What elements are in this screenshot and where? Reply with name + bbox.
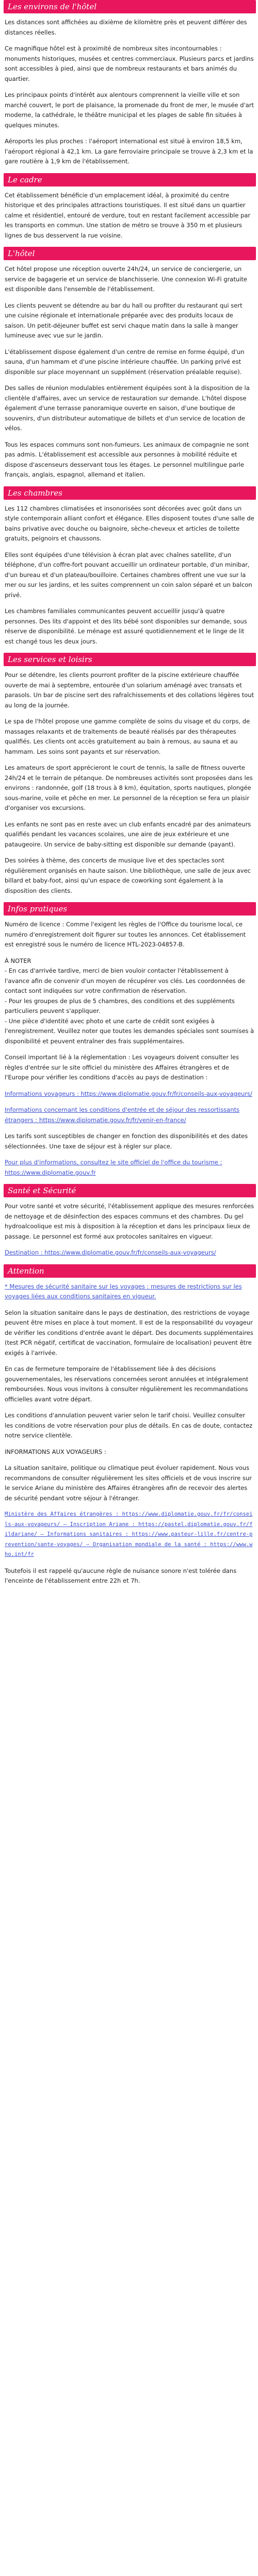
paragraph: Pour se détendre, les clients pourront profiter de la piscine extérieure chauffée ouverte de mai à septembre, entourée d'un solarium aménagé avec transats et parasols. Un bar de piscine sert des rafraîchissements et des collations légères tout au long de la journée. [5, 671, 254, 709]
info-heading: INFORMATIONS AUX VOYAGEURS : [5, 1448, 106, 1455]
section-services [4, 653, 256, 896]
section-body-environs [4, 18, 256, 167]
paragraph: Pour votre santé et votre sécurité, l'établissement applique des mesures renforcées de nettoyage et de désinfection des espaces communs et des chambres. Du gel hydroalcoolique est mis à disposition à la réception et dans les principaux lieux de passage. Le personnel est formé aux protocoles sanitaires en vigueur. [5, 1202, 254, 1240]
paragraph: Cet établissement bénéficie d'un emplacement idéal, à proximité du centre historique et des principales attractions touristiques. Il est situé dans un quartier calme et résidentiel, entouré de verdure, tout en restant facilement accessible par les transports en commun. Une station de métro se trouve à 350 m et plusieurs lignes de bus desservent la rue voisine. [5, 191, 251, 239]
section-environs [4, 0, 256, 167]
notice-item: - Pour les groupes de plus de 5 chambres, des conditions et des suppléments particuliers peuvent s'appliquer. [5, 997, 235, 1014]
section-title-chambres: Les chambres [4, 486, 256, 500]
paragraph: La situation sanitaire, politique ou climatique peut évoluer rapidement. Nous vous recommandons de consulter régulièrement les sites officiels et de vous inscrire sur le service Ariane du ministère des Affaires étrangères afin de recevoir des alertes de sécurité pendant votre séjour à l'étranger. [5, 1464, 252, 1502]
paragraph: Les conditions d'annulation peuvent varier selon le tarif choisi. Veuillez consulter les conditions de votre réservation pour plus de détails. En cas de doute, contactez notre service clientèle. [5, 1412, 253, 1439]
paragraph: Tous les espaces communs sont non-fumeurs. Les animaux de compagnie ne sont pas admis. L'établissement est accessible aux personnes à mobilité réduite et dispose d'ascenseurs desservant tous les étages. Le personnel multilingue parle français, anglais, espagnol, allemand et italien. [5, 440, 249, 478]
paragraph: Les tarifs sont susceptibles de changer en fonction des disponibilités et des dates sélectionnées. Une taxe de séjour est à régler sur place. [5, 1132, 248, 1150]
restrictions-link[interactable]: * Mesures de sécurité sanitaire sur les voyages : mesures de restrictions sur les voyages liées aux conditions sanitaires en vigueur. [5, 1282, 242, 1300]
paragraph: L'établissement dispose également d'un centre de remise en forme équipé, d'un sauna, d'un hammam et d'une piscine intérieure chauffée. Un parking privé est disponible sur place moyennant un supplément (réservation préalable requise). [5, 348, 245, 376]
official-links[interactable]: Ministère des Affaires étrangères : https://www.diplomatie.gouv.fr/fr/conseils-aux-voyageurs/ — Inscription Ariane : https://pastel.diplomatie.gouv.fr/fildariane/ — Informations sanitaires : https://www.pasteur-lille.fr/centre-prevention/sante-voyages/ — Organisation mondiale de la santé : https://www.who.int/fr [5, 1511, 253, 1557]
section-body-chambres [4, 504, 256, 647]
section-attention [4, 1264, 256, 1586]
section-body-services [4, 670, 256, 896]
section-title-cadre: Le cadre [4, 173, 256, 187]
section-body-sante [4, 1201, 256, 1258]
paragraph: Elles sont équipées d'une télévision à écran plat avec chaînes satellite, d'un téléphone, d'un coffre-fort pouvant accueillir un ordinateur portable, d'un minibar, d'un bureau et d'un plateau/bouilloire. Certaines chambres offrent une vue sur la mer ou sur les jardins, et les suites comprennent un coin salon séparé et un balcon privé. [5, 551, 252, 599]
paragraph: Les amateurs de sport apprécieront le court de tennis, la salle de fitness ouverte 24h/24 et le terrain de pétanque. De nombreuses activités sont proposées dans les environs : randonnée, golf (18 trous à 8 km), équitation, sports nautiques, plongée sous-marine, voile et pêche en mer. Le personnel de la réception se fera un plaisir d'organiser vos excursions. [5, 764, 253, 811]
paragraph: Des salles de réunion modulables entièrement équipées sont à la disposition de la clientèle d'affaires, avec un service de restauration sur demande. L'hôtel dispose également d'une terrasse panoramique ouverte en saison, d'une boutique de souvenirs, d'un distributeur automatique de billets et d'un service de location de vélos. [5, 384, 250, 432]
section-title-hotel: L'hôtel [4, 247, 256, 260]
section-cadre [4, 173, 256, 241]
section-infos [4, 902, 256, 1178]
paragraph: Des soirées à thème, des concerts de musique live et des spectacles sont régulièrement organisés en haute saison. Une bibliothèque, une salle de jeux avec billard et baby-foot, ainsi qu'un espace de coworking sont également à la disposition des clients. [5, 857, 251, 894]
entry-conditions-link[interactable]: Informations concernant les conditions d'entrée et de séjour des ressortissants étrangers : https://www.diplomatie.gouv.fr/fr/venir-en-france/ [5, 1106, 240, 1124]
notice-heading: À NOTER [5, 957, 31, 964]
section-body-hotel [4, 264, 256, 480]
travel-info-link[interactable]: Informations voyageurs : https://www.diplomatie.gouv.fr/fr/conseils-aux-voyageurs/ [5, 1090, 252, 1097]
paragraph: Cet hôtel propose une réception ouverte 24h/24, un service de conciergerie, un service de bagagerie et un service de blanchisserie. Une connexion Wi-Fi gratuite est disponible dans l'ensemble de l'établissement. [5, 265, 247, 293]
section-body-attention [4, 1282, 256, 1586]
paragraph: Les chambres familiales communicantes peuvent accueillir jusqu'à quatre personnes. Des lits d'appoint et des lits bébé sont disponibles sur demande, sous réserve de disponibilité. Le ménage est assuré quotidiennement et le linge de lit est changé tous les deux jours. [5, 607, 247, 645]
section-chambres [4, 486, 256, 647]
section-sante [4, 1184, 256, 1258]
section-title-sante: Santé et Sécurité [4, 1184, 256, 1197]
section-title-attention: Attention [4, 1264, 256, 1278]
section-body-infos [4, 920, 256, 1178]
section-title-services: Les services et loisirs [4, 653, 256, 666]
paragraph: Conseil important lié à la réglementation : Les voyageurs doivent consulter les règles d'entrée sur le site officiel du ministère des Affaires étrangères et de l'Europe pour vérifier les conditions d'accès au pays de destination : [5, 1054, 239, 1081]
paragraph: Les clients peuvent se détendre au bar du hall ou profiter du restaurant qui sert une cuisine régionale et internationale préparée avec des produits locaux de saison. Un petit-déjeuner buffet est servi chaque matin dans la salle à manger lumineuse avec vue sur le jardin. [5, 301, 243, 339]
section-hotel [4, 247, 256, 480]
paragraph: Les 112 chambres climatisées et insonorisées sont décorées avec goût dans un style contemporain alliant confort et élégance. Elles disposent toutes d'une salle de bains privative avec douche ou baignoire, sèche-cheveux et articles de toilette gratuits, peignoirs et chaussons. [5, 504, 254, 542]
notice-item: - Une pièce d'identité avec photo et une carte de crédit sont exigées à l'enregistrement. Veuillez noter que toutes les demandes spéciales sont soumises à disponibilité et peuvent entraîner des frais supplémentaires. [5, 1017, 254, 1045]
destination-link[interactable]: Destination : https://www.diplomatie.gouv.fr/fr/conseils-aux-voyageurs/ [5, 1249, 216, 1256]
paragraph: Les principaux points d'intérêt aux alentours comprennent la vieille ville et son marché couvert, le port de plaisance, la promenade du front de mer, le musée d'art moderne, la cathédrale, le théâtre municipal et les plages de sable fin situées à quelques minutes. [5, 91, 254, 129]
notice-item: - En cas d'arrivée tardive, merci de bien vouloir contacter l'établissement à l'avance afin de convenir d'un moyen de récupérer vos clés. Les coordonnées de contact sont indiquées sur votre confirmation de réservation. [5, 967, 245, 994]
paragraph: Les distances sont affichées au dixième de kilomètre près et peuvent différer des distances réelles. [5, 19, 247, 36]
paragraph: Selon la situation sanitaire dans le pays de destination, des restrictions de voyage peuvent être mises en place à tout moment. Il est de la responsabilité du voyageur de vérifier les conditions d'entrée avant le départ. Des documents supplémentaires (test PCR négatif, certificat de vaccination, formulaire de localisation) peuvent être exigés à l'arrivée. [5, 1309, 253, 1357]
section-body-cadre [4, 191, 256, 241]
paragraph: Le spa de l'hôtel propose une gamme complète de soins du visage et du corps, de massages relaxants et de traitements de beauté réalisés par des thérapeutes qualifiés. Les clients ont accès gratuitement au bain à remous, au sauna et au hammam. Les soins sont payants et sur réservation. [5, 718, 250, 755]
section-title-environs: Les environs de l'hôtel [4, 0, 256, 13]
section-title-infos: Infos pratiques [4, 902, 256, 916]
tourism-office-link[interactable]: Pour plus d'informations, consultez le site officiel de l'office du tourisme : https://www.diplomatie.gouv.fr [5, 1159, 222, 1176]
paragraph: Ce magnifique hôtel est à proximité de nombreux sites incontournables : monuments historiques, musées et centres commerciaux. Plusieurs parcs et jardins sont accessibles à pied, ainsi que de nombreux restaurants et bars animés du quartier. [5, 45, 254, 82]
paragraph: Aéroports les plus proches : l'aéroport international est situé à environ 18,5 km, l'aéroport régional à 42,1 km. La gare ferroviaire principale se trouve à 2,3 km et la gare routière à 1,9 km de l'établissement. [5, 138, 253, 165]
paragraph: Les enfants ne sont pas en reste avec un club enfants encadré par des animateurs qualifiés pendant les vacances scolaires, une aire de jeux extérieure et une pataugeoire. Un service de baby-sitting est disponible sur demande (payant). [5, 820, 251, 848]
paragraph: En cas de fermeture temporaire de l'établissement liée à des décisions gouvernementales, les réservations concernées seront annulées et intégralement remboursées. Nous vous invitons à consulter régulièrement les recommandations officielles avant votre départ. [5, 1365, 249, 1403]
paragraph: Toutefois il est rappelé qu'aucune règle de nuisance sonore n'est tolérée dans l'enceinte de l'établissement entre 22h et 7h. [5, 1567, 237, 1584]
paragraph: Numéro de licence : Comme l'exigent les règles de l'Office du tourisme local, ce numéro d'enregistrement doit figurer sur toutes les annonces. Cet établissement est enregistré sous le numéro de licence HTL-2023-04857-B. [5, 921, 246, 948]
